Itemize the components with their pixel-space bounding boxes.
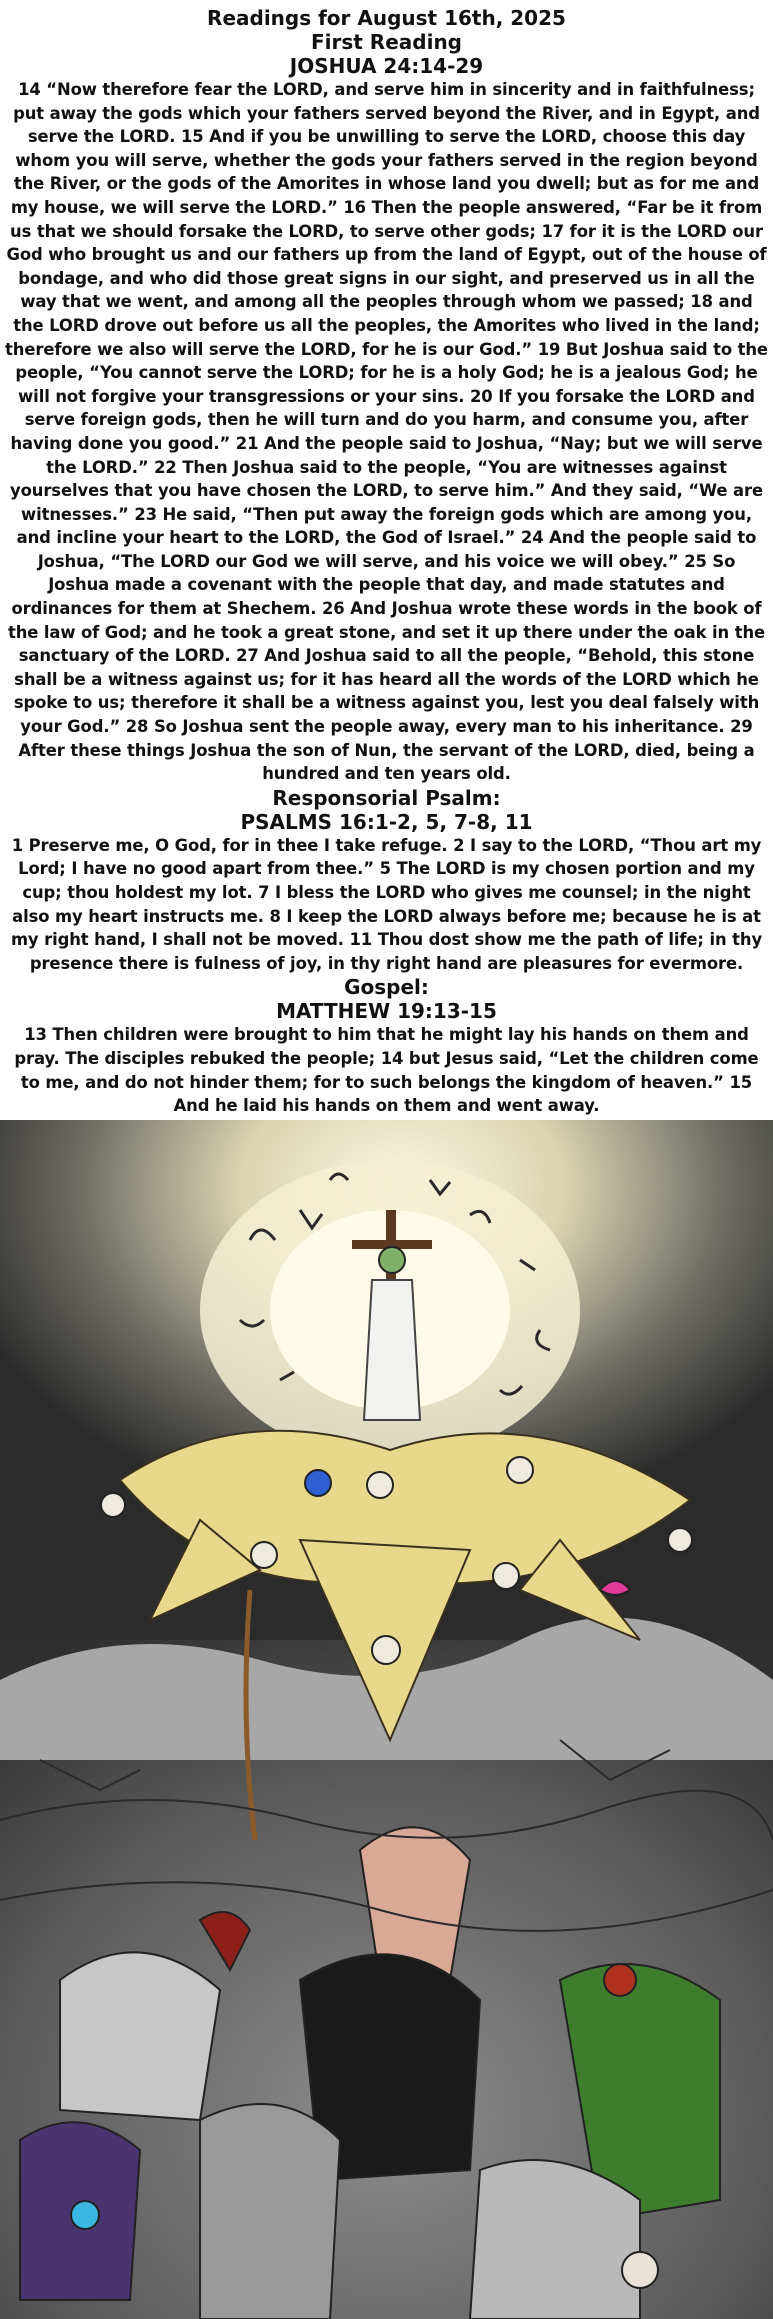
gospel-label: Gospel: (344, 975, 429, 1000)
first-reading-label: First Reading (311, 30, 462, 54)
psalm-text: 1 Preserve me, O God, for in thee I take refuge. 2 I say to the LORD, “Thou art my Lord; I have no good apart from thee.” 5 The LORD is my chosen portion and my cup; thou holdest my lot. 7 I bless the LORD who gives me counsel; in the night also my heart instructs me. 8 I keep the LORD always before me; because he is at my right hand, I shall not be moved. 11 Thou dost show me the path of life; in thy presence there is fulness of joy, in thy right hand are pleasures for evermore. (10, 835, 763, 973)
artwork-canvas (0, 1120, 773, 2319)
first-reading-text: 14 “Now therefore fear the LORD, and serve him in sincerity and in faithfulness; put away the gods which your fathers served beyond the River, and in Egypt, and serve the LORD. 15 And if you be unwilling to serve the LORD, choose this day whom you will serve, whether the gods your fathers served in the region beyond the River, or the gods of the Amorites in whose land you dwell; but as for me and my house, we will serve the LORD.” 16 Then the people answered, “Far be it from us that we should forsake the LORD, to serve other gods; 17 for it is the LORD our God who brought us and our fathers up from the land of Egypt, out of the house of bondage, and who did those great signs in our sight, and preserved us in all the way that we went, and among all the peoples through whom we passed; 18 and the LORD drove out before us all the peoples, the Amorites who lived in the land; therefore we also will serve the LORD, for he is our God.” 19 But Joshua said to the people, “You cannot serve the LORD; for he is a holy God; he is a jealous God; he will not forgive your transgressions or your sins. 20 If you forsake the LORD and serve foreign gods, then he will turn and do you harm, and consume you, after having done you good.” 21 And the people said to Joshua, “Nay; but we will serve the LORD.” 22 Then Joshua said to the people, “You are witnesses against yourselves that you have chosen the LORD, to serve him.” And they said, “We are witnesses.” 23 He said, “Then put away the foreign gods which are among you, and incline your heart to the LORD, the God of Israel.” 24 And the people said to Joshua, “The LORD our God we will serve, and his voice we will obey.” 25 So Joshua made a covenant with the people that day, and made statutes and ordinances for them at Shechem. 26 And Joshua wrote these words in the book of the law of God; and he took a great stone, and set it up there under the oak in the sanctuary of the LORD. 27 And Joshua said to all the people, “Behold, this stone shall be a witness against us; for it has heard all the words of the LORD which he spoke to us; therefore it shall be a witness against you, lest you deal falsely with your God.” 28 So Joshua sent the people away, every man to his inheritance. 29 After these things Joshua the son of Nun, the servant of the LORD, died, being a hundred and ten years old. (5, 80, 768, 784)
readings-text-block (0, 0, 773, 1116)
page-title: Readings for August 16th, 2025 (207, 6, 566, 30)
psalm-label: Responsorial Psalm: (272, 785, 501, 810)
resurrection-artwork (0, 1120, 773, 2319)
gospel-reference: MATTHEW 19:13-15 (276, 999, 497, 1024)
first-reading-reference: JOSHUA 24:14-29 (289, 54, 484, 78)
risen-figure-robe (364, 1280, 420, 1420)
psalm-reference: PSALMS 16:1-2, 5, 7-8, 11 (240, 809, 533, 834)
gospel-text: 13 Then children were brought to him that he might lay his hands on them and pray. The disciples rebuked the people; 14 but Jesus said, “Let the children come to me, and do not hinder them; for to such belongs the kingdom of heaven.” 15 And he laid his hands on them and went away. (14, 1025, 759, 1116)
risen-figure-head (379, 1247, 405, 1273)
